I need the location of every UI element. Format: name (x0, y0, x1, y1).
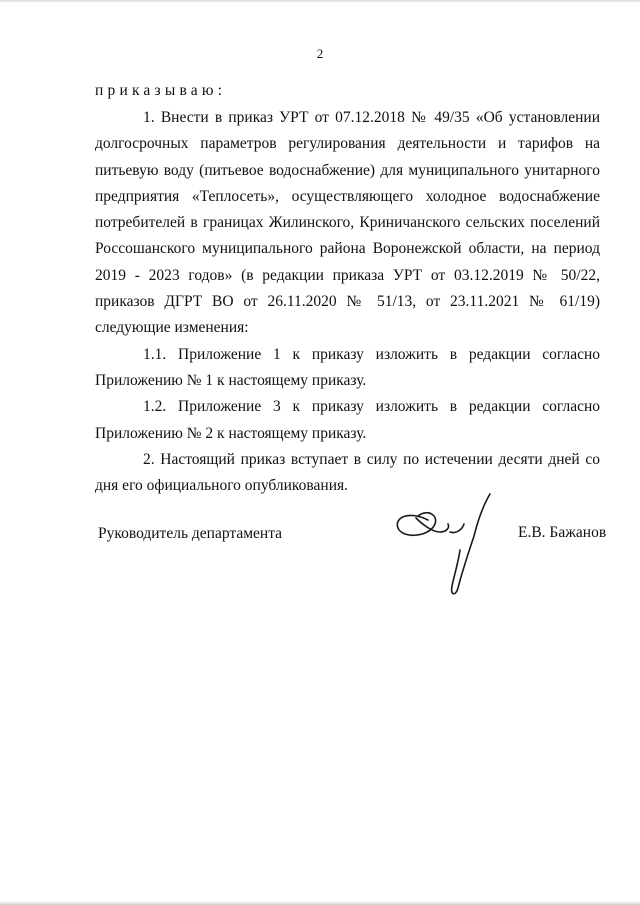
paragraph-1: 1. Внести в приказ УРТ от 07.12.2018 № 49/35 «Об установлении долгосрочных параметров регулирования деятельности и тарифов на питьевую воду (питьевое водоснабжение) для муниципального унитарного предприятия «Теплосеть», осуществляющего холодное водоснабжение потребителей в границах Жилинского, Криничанского сельских поселений Россошанского муниципального района Воронежской области, на период 2019 - 2023 годов» (в редакции приказа УРТ от 03.12.2019 № 50/22, приказов ДГРТ ВО от 26.11.2020 № 51/13, от 23.11.2021 № 61/19) следующие изменения: (95, 109, 600, 337)
paragraph-2: 2. Настоящий приказ вступает в силу по истечении десяти дней со дня его официального опубликования. (95, 450, 600, 495)
signer-title: Руководитель департамента (98, 525, 283, 542)
order-body (95, 105, 600, 499)
page-number: 2 (316, 46, 324, 61)
signer-name: Е.В. Бажанов (518, 524, 607, 541)
scan-edge-bottom (0, 901, 640, 905)
order-heading: приказываю: (95, 82, 227, 99)
scan-edge-top (0, 0, 640, 3)
handwritten-signature (388, 488, 498, 600)
paragraph-1-1: 1.1. Приложение 1 к приказу изложить в редакции согласно Приложению № 1 к настоящему приказу. (95, 345, 600, 389)
paragraph-1-2: 1.2. Приложение 3 к приказу изложить в редакции согласно Приложению № 2 к настоящему приказу. (95, 398, 600, 442)
